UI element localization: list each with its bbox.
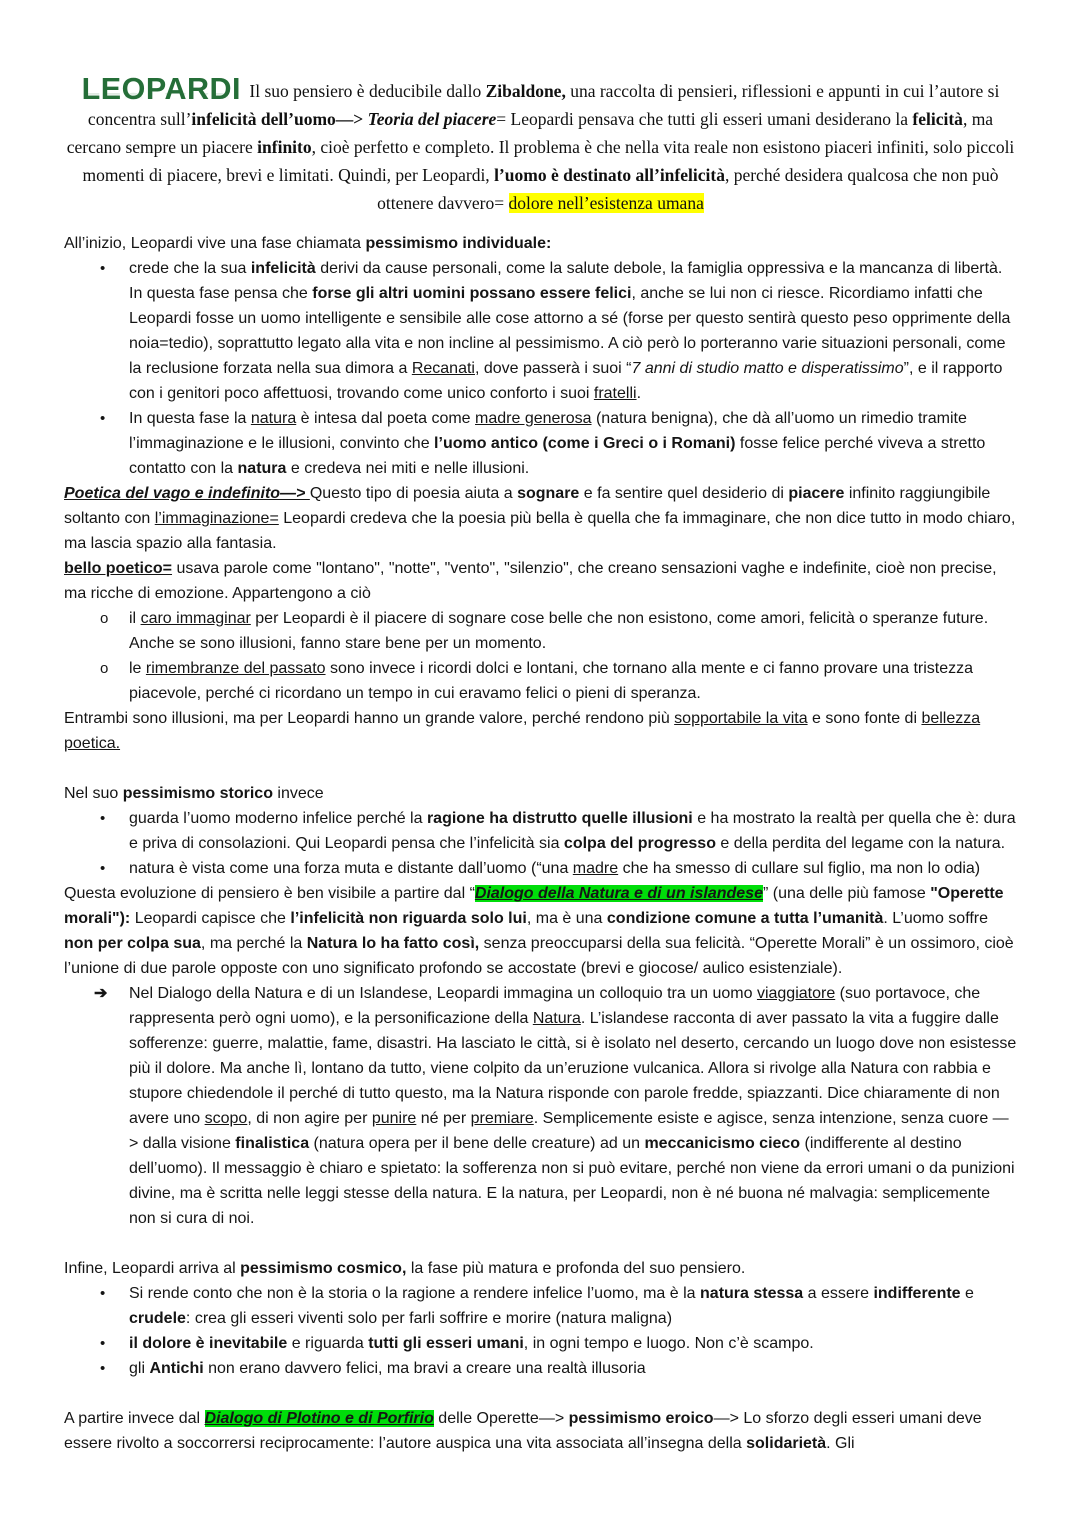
text-segment: a essere: [803, 1285, 874, 1302]
bullet-marker-icon: •: [100, 1335, 106, 1352]
text-segment: le: [129, 660, 146, 677]
text-segment: bello poetico=: [64, 560, 173, 577]
list-item-text: [129, 656, 1017, 706]
bullet-marker-icon: •: [100, 1285, 106, 1302]
text-segment: , in ogni tempo e luogo. Non c’è scampo.: [523, 1335, 814, 1352]
text-segment: All’inizio, Leopardi vive una fase chiamata: [64, 235, 366, 252]
text-segment: , ma è una: [526, 910, 607, 927]
text-segment: né per: [416, 1110, 471, 1127]
bullet-marker-icon: •: [100, 410, 106, 427]
dialogo-natura-detail-list: [64, 981, 1017, 1231]
text-segment: A partire invece dal: [64, 1410, 205, 1427]
text-segment: rimembranze del passato: [145, 660, 326, 677]
bullet-marker-icon: •: [100, 860, 106, 877]
text-segment: = Leopardi pensava che tutti gli esseri umani desiderano la: [496, 109, 913, 129]
text-segment: infinito raggiungibile soltanto con: [64, 485, 991, 527]
text-segment: delle Operette—>: [433, 1410, 569, 1427]
text-segment: natura: [237, 460, 287, 477]
text-segment: colpa del progresso: [563, 835, 716, 852]
text-segment: e sono fonte di: [807, 710, 922, 727]
text-segment: (suo portavoce, che rappresenta però ogni uomo), e la personificazione della: [129, 985, 981, 1027]
pessimismo-storico-heading: [64, 781, 1017, 806]
text-segment: tutti gli esseri umani: [368, 1335, 524, 1352]
bullet-marker-icon: •: [100, 810, 106, 827]
text-segment: Teoria del piacere: [367, 109, 497, 129]
list-item-text: [129, 256, 1017, 406]
text-segment: il dolore è inevitabile: [129, 1335, 288, 1352]
text-segment: finalistica: [235, 1135, 310, 1152]
list-item-text: [129, 606, 1017, 656]
text-segment: il: [129, 610, 141, 627]
pessimismo-eroico-paragraph: [64, 1406, 1017, 1456]
text-segment: e: [960, 1285, 974, 1302]
text-segment: (natura benigna), che dà all’uomo un rimedio tramite l’immaginazione e le illusioni, convinto che: [129, 410, 967, 452]
text-segment: è intesa dal poeta come: [296, 410, 476, 427]
text-segment: Leopardi capisce che: [130, 910, 291, 927]
text-segment: pessimismo eroico: [568, 1410, 714, 1427]
blank-line: [64, 756, 1017, 781]
text-segment: una raccolta di pensieri, riflessioni e appunti in cui l’autore si concentra sull’: [87, 81, 1000, 129]
text-segment: invece: [272, 785, 324, 802]
yellow-highlight: dolore nell’esistenza umana: [508, 193, 704, 213]
text-segment: caro immaginar: [140, 610, 251, 627]
blank-line: [64, 1381, 1017, 1406]
text-segment: l’uomo antico (come i Greci o i Romani): [434, 435, 736, 452]
text-segment: Recanati: [411, 360, 475, 377]
text-segment: Natura: [532, 1010, 581, 1027]
text-segment: "Operette morali"):: [64, 885, 1004, 927]
bullet-marker-icon: o: [100, 610, 109, 627]
text-segment: crede che la sua: [129, 260, 251, 277]
text-segment: , dove passerà i suoi “: [474, 360, 632, 377]
text-segment: .: [636, 385, 642, 402]
text-segment: In questa fase la: [129, 410, 251, 427]
text-segment: solidarietà: [746, 1435, 827, 1452]
green-highlight-dialogo-natura: Dialogo della Natura e di un islandese: [474, 885, 763, 902]
list-item: [64, 406, 1017, 481]
text-segment: Poetica del vago e indefinito—>: [64, 485, 310, 502]
text-segment: e ha mostrato la realtà per quella che è: dura e priva di consolazioni. Qui Leopardi pensa che l’infelicità sia: [129, 810, 1016, 852]
bello-poetico-paragraph: [64, 556, 1017, 606]
text-segment: Infine, Leopardi arriva al: [64, 1260, 241, 1277]
text-segment: guarda l’uomo moderno infelice perché la: [129, 810, 427, 827]
text-segment: punire: [371, 1110, 417, 1127]
text-segment: natura: [250, 410, 297, 427]
pessimismo-storico-list: [64, 806, 1017, 881]
text-segment: infinito: [257, 137, 312, 157]
text-segment: indifferente: [873, 1285, 961, 1302]
list-item-text: [129, 1281, 1017, 1331]
text-segment: e della perdita del legame con la natura.: [715, 835, 1006, 852]
text-segment: , perché desidera qualcosa che non può ottenere davvero=: [377, 165, 999, 213]
text-segment: , cioè perfetto e completo. Il problema è che nella vita reale non esistono piaceri infiniti, solo piccoli momenti di piacere, brevi e limitati. Quindi, per Leopardi,: [82, 137, 1015, 185]
text-segment: per Leopardi è il piacere di sognare cose belle che non esistono, come amori, felicità o speranze future. Anche se sono illusioni, fanno stare bene per un momento.: [129, 610, 989, 652]
pessimismo-individuale-heading: [64, 231, 1017, 256]
text-segment: Nel suo: [64, 785, 123, 802]
intro-paragraph: [64, 74, 1017, 217]
text-segment: fosse felice perché viveva a stretto contatto con la: [129, 435, 986, 477]
bullet-marker-icon: •: [100, 260, 106, 277]
text-segment: forse gli altri uomini possano essere felici: [312, 285, 632, 302]
list-item: [64, 981, 1017, 1231]
list-item: [64, 606, 1017, 656]
list-item-text: [129, 1356, 1017, 1381]
text-segment: madre generosa: [475, 410, 592, 427]
text-segment: , di non agire per: [247, 1110, 372, 1127]
text-segment: Entrambi sono illusioni, ma per Leopardi hanno un grande valore, perché rendono più: [64, 710, 675, 727]
text-segment: pessimismo cosmico,: [240, 1260, 407, 1277]
text-segment: derivi da cause personali, come la salute debole, la famiglia oppressiva e la mancanza di libertà. In questa fase pensa che: [129, 260, 1003, 302]
text-segment: ”, e il rapporto con i genitori poco affettuosi, trovando come unico conforto i suoi: [129, 360, 1003, 402]
text-segment: usava parole come "lontano", "notte", "vento", "silenzio", che creano sensazioni vaghe e indefinite, cioè non precise, ma ricche di emozione. Appartengono a ciò: [64, 560, 997, 602]
dialogo-natura-paragraph: [64, 881, 1017, 981]
text-segment: Nel Dialogo della Natura e di un Islandese, Leopardi immagina un colloquio tra un uomo: [129, 985, 757, 1002]
text-segment: che ha smesso di cullare sul figlio, ma non lo odia): [618, 860, 981, 877]
text-segment: natura stessa: [700, 1285, 804, 1302]
text-segment: . L’uomo soffre: [883, 910, 989, 927]
text-segment: crudele: [129, 1310, 186, 1327]
text-segment: madre: [572, 860, 619, 877]
document-content: [64, 74, 1017, 1456]
text-segment: pessimismo individuale:: [365, 235, 552, 252]
text-segment: gli: [129, 1360, 150, 1377]
text-segment: l’uomo è destinato all’infelicità: [494, 165, 725, 185]
list-item-text: [129, 806, 1017, 856]
text-segment: Natura lo ha fatto così,: [306, 935, 480, 952]
text-segment: meccanicismo cieco: [644, 1135, 801, 1152]
list-item: [64, 656, 1017, 706]
bullet-marker-icon: •: [100, 1360, 106, 1377]
text-segment: premiare: [470, 1110, 534, 1127]
text-segment: Il suo pensiero è deducibile dallo: [245, 81, 486, 101]
text-segment: —> Lo sforzo degli esseri umani deve essere rivolto a soccorrersi reciprocamente: l’autore auspica una vita associata all’insegna della: [64, 1410, 982, 1452]
text-segment: Zibaldone,: [485, 81, 566, 101]
text-segment: viaggiatore: [756, 985, 836, 1002]
text-segment: non erano davvero felici, ma bravi a creare una realtà illusoria: [203, 1360, 646, 1377]
text-segment: piacere: [788, 485, 845, 502]
text-segment: bellezza poetica.: [64, 710, 981, 752]
text-segment: fratelli: [593, 385, 637, 402]
list-item: [64, 1281, 1017, 1331]
text-segment: , ma perché la: [200, 935, 307, 952]
bullet-marker-icon: o: [100, 660, 109, 677]
list-item: [64, 1356, 1017, 1381]
list-item: [64, 1331, 1017, 1356]
text-segment: e credeva nei miti e nelle illusioni.: [286, 460, 530, 477]
arrow-bullet-icon: ➔: [94, 985, 108, 1002]
text-segment: Questa evoluzione di pensiero è ben visibile a partire dal “: [64, 885, 475, 902]
text-segment: e fa sentire quel desiderio di: [579, 485, 789, 502]
text-segment: (indifferente al destino dell’uomo). Il messaggio è chiaro e spietato: la sofferenza non si può evitare, perché non viene da errori umani o da punizioni divine, ma è scritta nelle leggi stesse della natura. E la natura, per Leopardi, non è né buona né malvagia: semplicemente non si cura di noi.: [129, 1135, 1015, 1227]
text-segment: . L’islandese racconta di aver passato la vita a fuggire dalle sofferenze: guerre, malattie, fame, disastri. Ha lasciato le città, si è isolato nel deserto, cercando un luogo dove non esistesse più il dolore. Ma anche lì, lontano da tutto, viene colpito da un’eruzione vulcanica. Allora si rivolge alla Natura con rabbia e stupore chiedendole il perché di tutto questo, ma la Natura risponde con parole fredde, spiazzanti. Dice chiaramente di non avere uno: [129, 1010, 1017, 1127]
text-segment: (natura opera per il bene delle creature) ad un: [309, 1135, 645, 1152]
document-title: LEOPARDI: [81, 72, 242, 106]
text-segment: , ma cercano sempre un piacere: [66, 109, 994, 157]
text-segment: sopportabile la vita: [674, 710, 808, 727]
text-segment: senza preoccuparsi della sua felicità. “Operette Morali” è un ossimoro, cioè l’unione di due parole opposte con uno significato profondo se accostate (brevi e giocose/ aulico esistenziale).: [64, 935, 1014, 977]
text-segment: . Gli: [826, 1435, 855, 1452]
pessimismo-cosmico-list: [64, 1281, 1017, 1381]
list-item: [64, 806, 1017, 856]
list-item: [64, 856, 1017, 881]
text-segment: e riguarda: [287, 1335, 369, 1352]
pessimismo-cosmico-heading: [64, 1256, 1017, 1281]
pessimismo-individuale-list: [64, 256, 1017, 481]
text-segment: l’infelicità non riguarda solo lui: [290, 910, 527, 927]
text-segment: : crea gli esseri viventi solo per farli soffrire e morire (natura maligna): [185, 1310, 673, 1327]
text-segment: sognare: [517, 485, 580, 502]
list-item-text: [129, 856, 1017, 881]
text-segment: condizione comune a tutta l’umanità: [606, 910, 884, 927]
text-segment: non per colpa sua: [64, 935, 201, 952]
list-item-text: [129, 406, 1017, 481]
text-segment: ragione ha distrutto quelle illusioni: [426, 810, 693, 827]
text-segment: pessimismo storico: [122, 785, 273, 802]
list-item-text: [129, 1331, 1017, 1356]
text-segment: Questo tipo di poesia aiuta a: [309, 485, 518, 502]
list-item-text: [129, 981, 1017, 1231]
green-highlight-dialogo-plotino: Dialogo di Plotino e di Porfirio: [204, 1410, 434, 1427]
text-segment: scopo: [204, 1110, 248, 1127]
list-item: [64, 256, 1017, 406]
text-segment: sono invece i ricordi dolci e lontani, che tornano alla mente e ci fanno provare una tristezza piacevole, perché ci ricordano un tempo in cui eravamo felici o pieni di speranza.: [129, 660, 974, 702]
text-segment: Leopardi credeva che la poesia più bella è quella che fa immaginare, che non dice tutto in modo chiaro, ma lascia spazio alla fantasia.: [64, 510, 1016, 552]
text-segment: . Semplicemente esiste e agisce, senza intenzione, senza cuore —> dalla visione: [129, 1110, 1009, 1152]
text-segment: Si rende conto che non è la storia o la ragione a rendere infelice l’uomo, ma è la: [129, 1285, 701, 1302]
text-segment: l’immaginazione=: [154, 510, 279, 527]
blank-line: [64, 1231, 1017, 1256]
text-segment: ” (una delle più famose: [762, 885, 931, 902]
text-segment: 7 anni di studio matto e disperatissimo: [631, 360, 904, 377]
text-segment: natura è vista come una forza muta e distante dall’uomo (“una: [129, 860, 573, 877]
text-segment: Antichi: [149, 1360, 204, 1377]
text-segment: la fase più matura e profonda del suo pensiero.: [406, 1260, 746, 1277]
text-segment: infelicità dell’uomo—>: [191, 109, 364, 129]
text-segment: felicità: [912, 109, 963, 129]
text-segment: , anche se lui non ci riesce. Ricordiamo infatti che Leopardi fosse un uomo intelligente e sensibile alle cose attorno a sé (forse per questo sentirà questo peso opprimente della noia=tedio), soprattutto legato alla vita e non incline al pessimismo. A ciò però lo porteranno varie situazioni personali, come la reclusione forzata nella sua dimora a: [129, 285, 1011, 377]
illusioni-list: [64, 606, 1017, 706]
poetica-vago-paragraph: [64, 481, 1017, 556]
text-segment: infelicità: [250, 260, 316, 277]
entrambi-paragraph: [64, 706, 1017, 756]
